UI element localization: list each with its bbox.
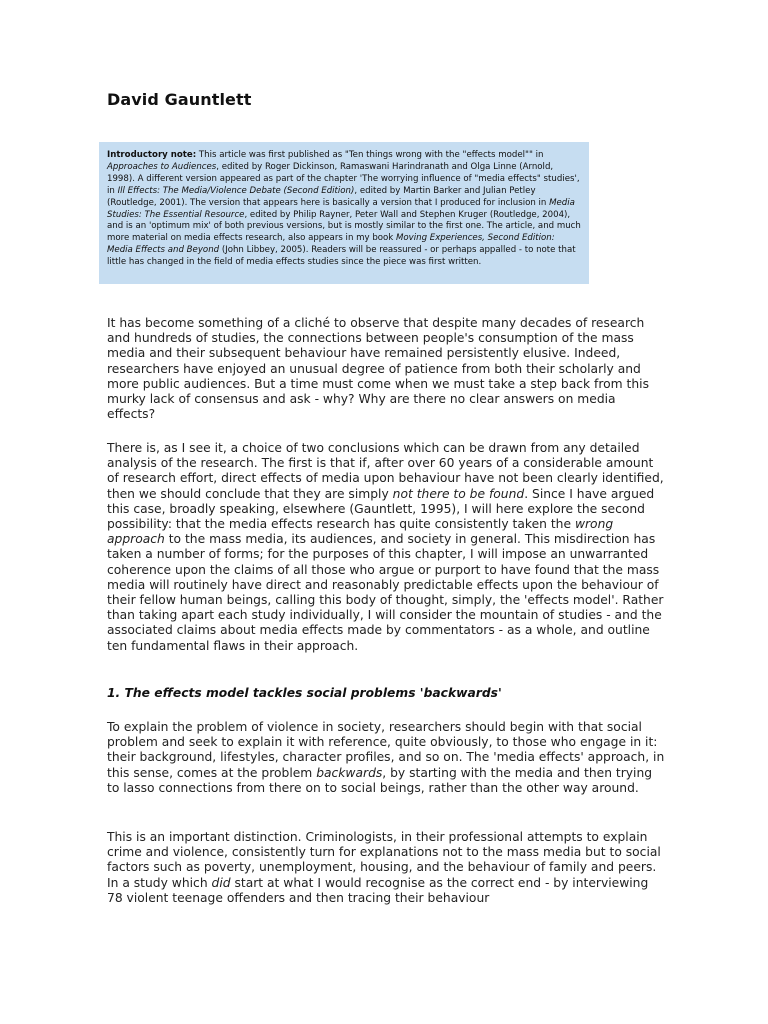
emphasis-text: did xyxy=(211,875,231,890)
introductory-note-box xyxy=(99,142,589,284)
note-text-segment: (John Libbey, 2005). Readers will be reassured - or perhaps appalled - to note that little has changed in the field of media effects studies since the piece was first written. xyxy=(107,245,576,268)
note-text-segment: , edited by Roger Dickinson, Ramaswani Harindranath and Olga Linne (Arnold, 1998). A different version appeared as part of the chapter 'The worrying influence of "media effects" studies', in xyxy=(107,161,580,196)
paragraph-segment: There is, as I see it, a choice of two conclusions which can be drawn from any detailed analysis of the research. The first is that if, after over 60 years of a considerable amount of research effort, direct effects of media upon behaviour have not been clearly identified, then we should conclude that they are simply xyxy=(107,441,664,501)
note-text-segment: This article was first published as "Ten things wrong with the "effects model"" in xyxy=(196,150,544,160)
paragraph-segment: to the mass media, its audiences, and society in general. This misdirection has taken a number of forms; for the purposes of this chapter, I will impose an unwarranted coherence upon the claims of all those who argue or purport to have found that the mass media will routinely have direct and reasonably predictable effects upon the behaviour of their fellow human beings, calling this body of thought, simply, the 'effects model'. Rather than taking apart each study individually, I will consider the mountain of studies - and the associated claims about media effects made by commentators - as a whole, and outline ten fundamental flaws in their approach. xyxy=(107,532,664,653)
note-book-title: Moving Experiences, Second Edition: Media Effects and Beyond xyxy=(107,233,555,256)
paragraph-segment: To explain the problem of violence in society, researchers should begin with that social problem and seek to explain it with reference, quite obviously, to those who engage in it: their background, lifestyles, character profiles, and so on. The 'media effects' approach, in this sense, comes at the problem xyxy=(107,720,665,780)
note-book-title: Approaches to Audiences xyxy=(107,161,217,172)
paragraph-segment: start at what I would recognise as the correct end - by interviewing 78 violent teenage offenders and then tracing their behaviour xyxy=(107,875,649,905)
note-text-segment: , edited by Philip Rayner, Peter Wall and Stephen Kruger (Routledge, 2004), and is an 'optimum mix' of both previous versions, but is mostly similar to the first one. The article, and much more material on media effects research, also appears in my book xyxy=(107,209,581,244)
introductory-note-label: Introductory note: xyxy=(107,150,197,160)
section-1-heading: 1. The effects model tackles social problems 'backwards' xyxy=(107,686,502,700)
emphasis-text: backwards xyxy=(316,765,383,780)
note-book-title: Media Studies: The Essential Resource xyxy=(107,197,575,220)
author-name: David Gauntlett xyxy=(107,90,252,109)
paragraph-4 xyxy=(107,830,667,906)
introductory-note-text xyxy=(107,150,581,269)
paragraph-segment: This is an important distinction. Criminologists, in their professional attempts to explain crime and violence, consistently turn for explanations not to the mass media but to social factors such as poverty, unemployment, housing, and the behaviour of family and peers. In a study which xyxy=(107,830,661,890)
paragraph-1: It has become something of a cliché to observe that despite many decades of research and hundreds of studies, the connections between people's consumption of the mass media and their subsequent behaviour have remained persistently elusive. Indeed, researchers have enjoyed an unusual degree of patience from both their scholarly and more public audiences. But a time must come when we must take a step back from this murky lack of consensus and ask - why? Why are there no clear answers on media effects? xyxy=(107,316,649,422)
emphasis-text: not there to be found xyxy=(392,486,525,501)
paragraph-segment: , by starting with the media and then trying to lasso connections from there on to social beings, rather than the other way around. xyxy=(107,765,653,795)
note-text-segment: , edited by Martin Barker and Julian Petley (Routledge, 2001). The version that appears here is basically a version that I produced for inclusion in xyxy=(107,185,550,208)
emphasis-text: wrong approach xyxy=(107,517,614,547)
note-book-title: Ill Effects: The Media/Violence Debate (Second Edition) xyxy=(117,185,355,196)
paragraph-segment: . Since I have argued this case, broadly speaking, elsewhere (Gauntlett, 1995), I will here explore the second possibility: that the media effects research has quite consistently taken the xyxy=(107,486,655,532)
paragraph-3 xyxy=(107,720,667,796)
paragraph-2 xyxy=(107,441,667,654)
